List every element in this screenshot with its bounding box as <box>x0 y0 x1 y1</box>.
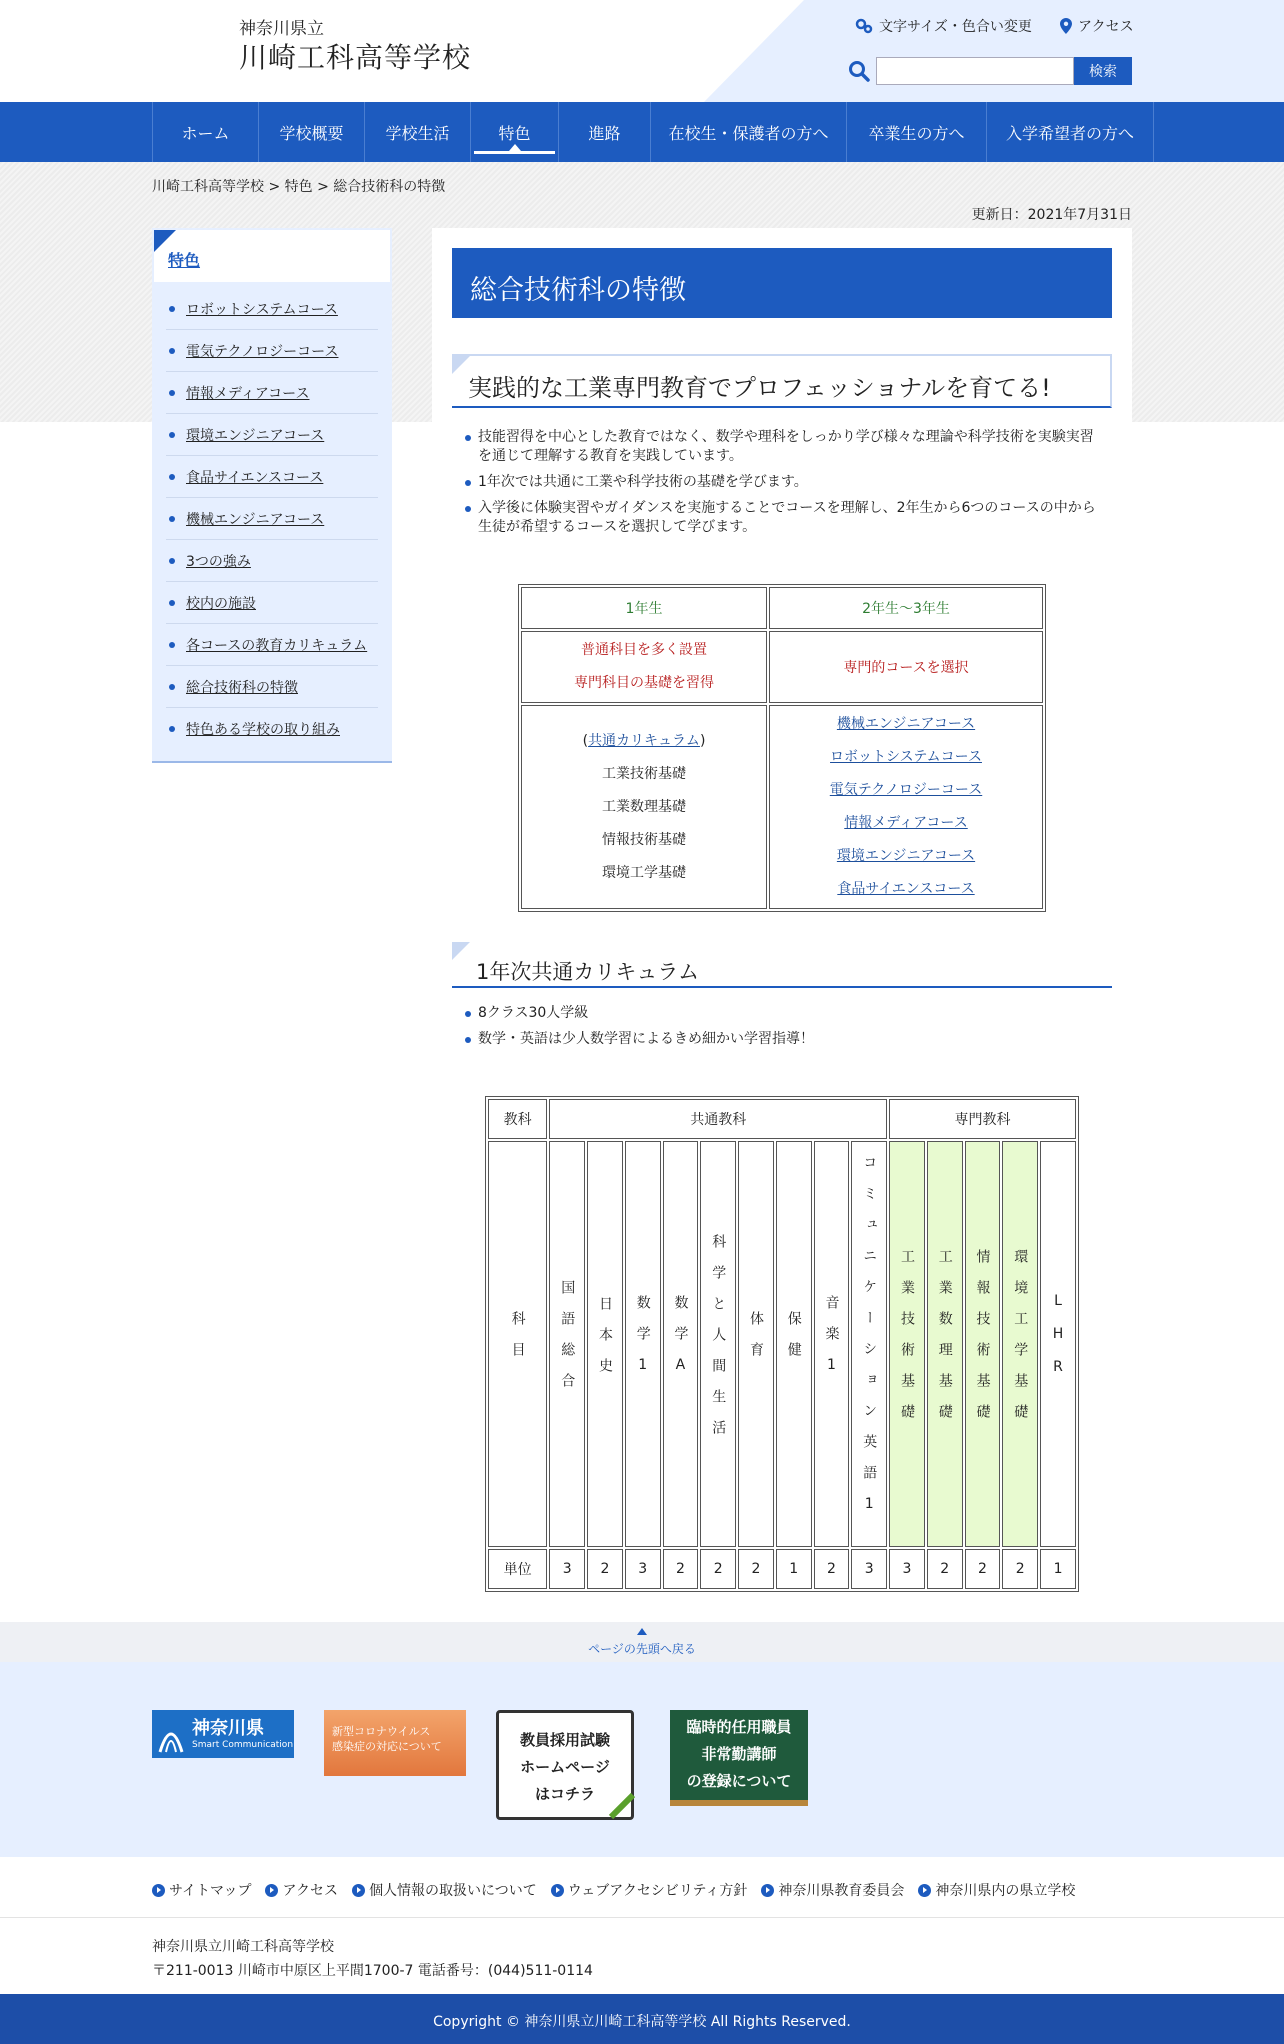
map-pin-icon <box>1060 18 1072 34</box>
arrow-circle-icon <box>352 1884 365 1897</box>
units-cell: 2 <box>965 1549 1001 1589</box>
units-cell: 2 <box>700 1549 736 1589</box>
subject-cell: LHR <box>1040 1141 1076 1547</box>
footer-link-sitemap[interactable]: サイトマップ <box>152 1880 251 1900</box>
course-link-robot[interactable]: ロボットシステムコース <box>830 749 982 765</box>
access-link[interactable] <box>1060 16 1134 36</box>
arrow-circle-icon <box>761 1884 774 1897</box>
units-cell: 2 <box>738 1549 774 1589</box>
list-item: 8クラス30人学級 <box>464 1004 1104 1023</box>
arrow-circle-icon <box>152 1884 165 1897</box>
curriculum-bullets <box>464 1004 1104 1056</box>
updated-date: 更新日：2021年7月31日 <box>971 207 1132 223</box>
kanagawa-banner[interactable]: 神奈川県 Smart Communication <box>152 1710 294 1758</box>
sidebar-item-general-tech[interactable]: 総合技術科の特徴 <box>166 666 378 708</box>
global-nav <box>0 102 1284 162</box>
banner-area <box>0 1662 1284 1857</box>
subject-cell: コミュニケーション英語1 <box>851 1141 887 1547</box>
sidebar-item-electric-tech[interactable]: 電気テクノロジーコース <box>166 330 378 372</box>
course-link-electric[interactable]: 電気テクノロジーコース <box>829 782 983 798</box>
copyright: Copyright © 神奈川県立川崎工科高等学校 All Rights Reserved. <box>0 1994 1284 2044</box>
subject-cell: 体育 <box>738 1141 774 1547</box>
subject-item: 工業数理基礎 <box>602 798 686 815</box>
table-header-year1: 1年生 <box>521 587 767 629</box>
search-button[interactable]: 検索 <box>1074 57 1132 85</box>
list-item: 入学後に体験実習やガイダンスを実施することでコースを理解し、2年生から6つのコースの中から生徒が希望するコースを選択して学びます。 <box>464 499 1104 537</box>
section-heading-common-curriculum: 1年次共通カリキュラム <box>452 942 1112 988</box>
sidebar-item-info-media[interactable]: 情報メディアコース <box>166 372 378 414</box>
sidebar-item-initiatives[interactable]: 特色ある学校の取り組み <box>166 708 378 750</box>
subject-cell: 情報技術基礎 <box>965 1141 1001 1547</box>
nav-active-underline <box>474 151 555 154</box>
footer-links <box>152 1880 1075 1900</box>
section-heading-practical: 実践的な工業専門教育でプロフェッショナルを育てる! <box>452 354 1112 408</box>
row-label-units: 単位 <box>488 1549 547 1589</box>
course-link-mech[interactable]: 機械エンジニアコース <box>836 716 976 732</box>
gear-icon <box>855 18 873 34</box>
subject-cell: 科学と人間生活 <box>700 1141 736 1547</box>
search-input[interactable] <box>876 57 1074 85</box>
subject-item: 工業技術基礎 <box>602 765 686 782</box>
coronavirus-banner[interactable]: 新型コロナウイルス 感染症の対応について <box>324 1710 466 1776</box>
subject-cell: 保健 <box>776 1141 812 1547</box>
course-link-info-media[interactable]: 情報メディアコース <box>844 815 968 831</box>
units-cell: 1 <box>1040 1549 1076 1589</box>
nav-students-parents[interactable]: 在校生・保護者の方へ <box>650 102 846 162</box>
units-cell: 3 <box>851 1549 887 1589</box>
list-item: 1年次では共通に工業や科学技術の基礎を学びます。 <box>464 473 1104 492</box>
site-header <box>0 0 1284 102</box>
course-link-environment[interactable]: 環境エンジニアコース <box>836 848 976 864</box>
kanagawa-logo-icon <box>156 1712 186 1756</box>
nav-school-life[interactable]: 学校生活 <box>364 102 470 162</box>
sidebar-item-mech-engineer[interactable]: 機械エンジニアコース <box>166 498 378 540</box>
text-size-link[interactable] <box>855 16 1032 36</box>
units-cell: 2 <box>1002 1549 1038 1589</box>
school-prefecture: 神奈川県立 <box>239 19 324 39</box>
sidebar-item-robot-system[interactable]: ロボットシステムコース <box>166 288 378 330</box>
course-links <box>769 705 1043 909</box>
subject-cell: 工業数理基礎 <box>927 1141 963 1547</box>
subject-cell: 環境工学基礎 <box>1002 1141 1038 1547</box>
table-header-common: 共通教科 <box>549 1099 887 1139</box>
sidebar <box>152 228 392 763</box>
subject-cell: 数学A <box>663 1141 699 1547</box>
course-overview-table <box>518 584 1046 912</box>
units-cell: 1 <box>776 1549 812 1589</box>
footer-link-board-of-education[interactable]: 神奈川県教育委員会 <box>761 1880 904 1900</box>
sidebar-title[interactable]: 特色 <box>154 230 390 282</box>
sidebar-item-food-science[interactable]: 食品サイエンスコース <box>166 456 378 498</box>
footer-link-access[interactable]: アクセス <box>265 1880 338 1900</box>
list-item: 技能習得を中心とした教育ではなく、数学や理科をしっかり学び様々な理論や科学技術を実験実習を通じて理解する教育を実践しています。 <box>464 428 1104 466</box>
units-cell: 2 <box>663 1549 699 1589</box>
pencil-icon <box>607 1791 637 1821</box>
table-header-subject: 教科 <box>488 1099 547 1139</box>
school-logo-title[interactable]: 川崎工科高等学校 <box>239 41 472 74</box>
page-title: 総合技術科の特徴 <box>452 248 1112 318</box>
page-top-link[interactable]: ページの先頭へ戻る <box>0 1622 1284 1662</box>
text-size-label: 文字サイズ・色合い変更 <box>879 19 1032 35</box>
year1-summary: 普通科目を多く設置 専門科目の基礎を習得 <box>521 631 767 703</box>
footer-school-name: 神奈川県立川崎工科高等学校 <box>152 1939 334 1955</box>
intro-bullets <box>464 428 1104 544</box>
subject-item: 情報技術基礎 <box>602 831 686 848</box>
curriculum-table <box>485 1096 1079 1592</box>
subject-cell: 工業技術基礎 <box>889 1141 925 1547</box>
year1-subjects: (共通カリキュラム) 工業技術基礎 工業数理基礎 情報技術基礎 環境工学基礎 <box>521 705 767 909</box>
footer-address: 〒211-0013 川崎市中原区上平間1700-7 電話番号：(044)511-0114 <box>152 1963 593 1979</box>
subject-cell: 国語総合 <box>549 1141 585 1547</box>
nav-active-marker <box>509 144 521 151</box>
list-item: 数学・英語は少人数学習によるきめ細かい学習指導！ <box>464 1030 1104 1049</box>
breadcrumb[interactable]: 川崎工科高等学校 > 特色 > 総合技術科の特徴 <box>152 179 446 195</box>
sidebar-item-facilities[interactable]: 校内の施設 <box>166 582 378 624</box>
arrow-circle-icon <box>918 1884 931 1897</box>
units-cell: 2 <box>814 1549 850 1589</box>
units-cell: 3 <box>549 1549 585 1589</box>
main-content <box>432 228 1132 1593</box>
nav-about[interactable]: 学校概要 <box>258 102 364 162</box>
nav-graduates[interactable]: 卒業生の方へ <box>846 102 986 162</box>
table-header-special: 専門教科 <box>889 1099 1076 1139</box>
table-header-year2-3: 2年生～3年生 <box>769 587 1043 629</box>
access-label: アクセス <box>1078 19 1134 35</box>
footer-divider <box>0 1917 1284 1918</box>
sidebar-item-env-engineer[interactable]: 環境エンジニアコース <box>166 414 378 456</box>
temporary-staff-banner[interactable]: 臨時的任用職員 非常勤講師 の登録について <box>670 1710 808 1806</box>
footer-link-accessibility[interactable]: ウェブアクセシビリティ方針 <box>551 1880 748 1900</box>
nav-home[interactable]: ホーム <box>152 102 258 162</box>
nav-applicants[interactable]: 入学希望者の方へ <box>986 102 1154 162</box>
teacher-exam-banner[interactable]: 教員採用試験 ホームページ はコチラ <box>496 1710 634 1820</box>
row-label-subjects: 科目 <box>488 1141 547 1547</box>
search-icon <box>848 60 870 82</box>
nav-career[interactable]: 進路 <box>558 102 650 162</box>
arrow-up-icon <box>637 1628 647 1635</box>
subject-cell: 音楽1 <box>814 1141 850 1547</box>
common-curriculum-link[interactable]: 共通カリキュラム <box>588 732 700 749</box>
units-cell: 2 <box>927 1549 963 1589</box>
nav-features[interactable]: 特色 <box>470 102 558 162</box>
footer-link-privacy[interactable]: 個人情報の取扱いについて <box>352 1880 537 1900</box>
sidebar-item-curriculum[interactable]: 各コースの教育カリキュラム <box>166 624 378 666</box>
year2-3-summary: 専門的コースを選択 <box>769 631 1043 703</box>
subject-cell: 数学1 <box>625 1141 661 1547</box>
course-link-food[interactable]: 食品サイエンスコース <box>837 881 975 897</box>
arrow-circle-icon <box>265 1884 278 1897</box>
sidebar-item-three-strengths[interactable]: 3つの強み <box>166 540 378 582</box>
units-cell: 2 <box>587 1549 623 1589</box>
arrow-circle-icon <box>551 1884 564 1897</box>
footer-link-prefectural-schools[interactable]: 神奈川県内の県立学校 <box>918 1880 1075 1900</box>
units-cell: 3 <box>889 1549 925 1589</box>
subject-cell: 日本史 <box>587 1141 623 1547</box>
units-cell: 3 <box>625 1549 661 1589</box>
subject-item: 環境工学基礎 <box>602 864 686 881</box>
